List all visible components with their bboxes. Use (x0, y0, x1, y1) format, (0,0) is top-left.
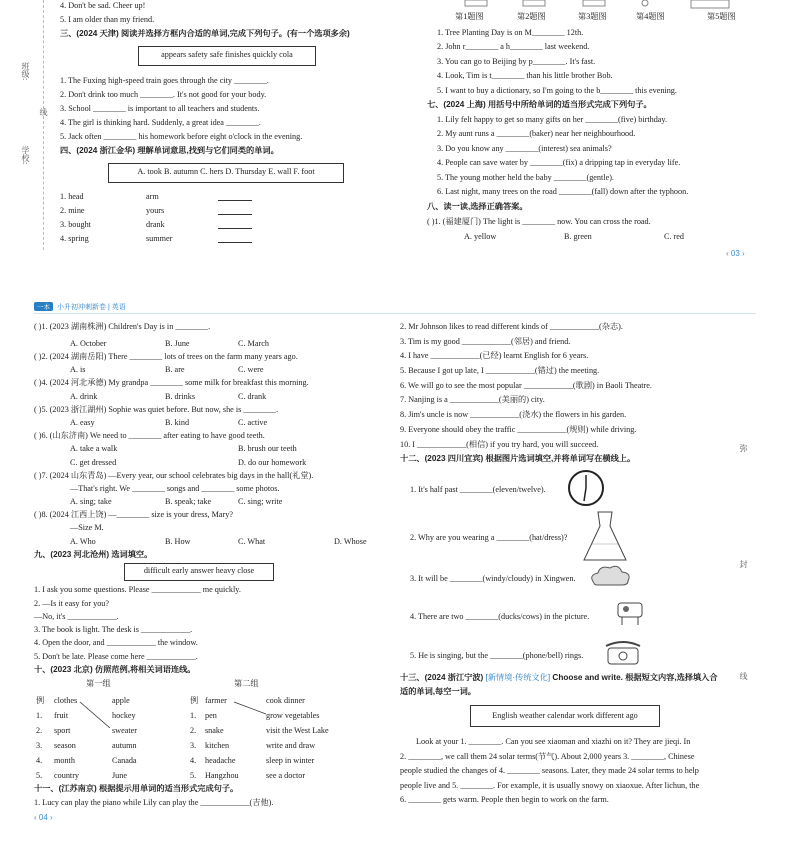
header-rule (34, 313, 756, 314)
match-right[interactable]: hockey (112, 711, 136, 720)
match-left[interactable]: season (54, 741, 76, 750)
question-line: ( )7. (2024 山东青岛) —Every year, our school celebrates big days in the hall(礼堂). (34, 471, 314, 480)
word-box: appears safety safe finishes quickly cola (138, 46, 316, 66)
text-line: 2. Don't drink too much ________. It's not good for your body. (60, 90, 267, 99)
text-line: 1. Lily felt happy to get so many gifts on her ________(five) birthday. (437, 115, 668, 124)
question-line: —That's right. We ________ songs and ________ some photos. (70, 484, 280, 493)
picture-question: 4. There are two ________(ducks/cows) in the picture. (410, 612, 590, 621)
pair-word: 2. mine (60, 206, 85, 215)
match-left[interactable]: headache (205, 756, 236, 765)
option[interactable]: C. March (238, 339, 269, 348)
cloud-icon (588, 565, 632, 587)
option[interactable]: D. Whose (334, 537, 367, 546)
side-label: 封 (739, 560, 748, 568)
heading-title: Choose and write. 根据短文内容,选择填入合 (552, 673, 718, 682)
text-line: 3. Do you know any ________(interest) sea animals? (437, 144, 612, 153)
side-label: 线 (739, 672, 748, 680)
match-num: 3. (36, 741, 43, 750)
option[interactable]: B. drinks (165, 392, 196, 401)
option[interactable]: B. speak; take (165, 497, 212, 506)
page-number-value: 03 (730, 249, 740, 258)
option[interactable]: C. were (238, 365, 264, 374)
pair-word: 1. head (60, 192, 84, 201)
match-num: 例 (36, 696, 45, 705)
heading-prefix: 十三、(2024 浙江宁波) (400, 673, 484, 682)
match-num: 4. (190, 756, 197, 765)
page-number-value: 04 (38, 813, 48, 822)
match-num: 5. (36, 771, 43, 780)
text-line: 3. The book is light. The desk is ____________. (34, 625, 193, 634)
pair-word: yours (146, 206, 165, 215)
section-heading: 十一、(江苏南京) 根据提示用单词的适当形式完成句子。 (34, 784, 239, 793)
text-line: 7. Nanjing is a ____________(美丽的) city. (400, 395, 545, 404)
option-c[interactable]: C. red (664, 232, 685, 241)
answer-blank[interactable] (218, 228, 252, 229)
match-left[interactable]: farmer (205, 696, 227, 705)
text-line: 6. Last night, many trees on the road ________(fall) down after the typhoon. (437, 187, 689, 196)
question-line: ( )1. (福建厦门) The light is ________ now. You can cross the road. (427, 217, 651, 226)
text-line: 5. Jack often ________ his homework before eight o'clock in the evening. (60, 132, 303, 141)
example-match-line (78, 698, 118, 728)
match-right[interactable]: cook dinner (266, 696, 305, 705)
text-line: 4. I have ____________(已经) learnt English for 6 years. (400, 351, 589, 360)
text-line: 10. I ____________(相信) if you try hard, you will succeed. (400, 440, 599, 449)
option[interactable]: C. What (238, 537, 266, 546)
text-line: 5. Because I got up late, I ____________(错过) the meeting. (400, 366, 600, 375)
option[interactable]: D. do our homework (238, 458, 307, 467)
text-line: 8. Jim's uncle is now ____________(浇水) the flowers in his garden. (400, 410, 627, 419)
option[interactable]: B. June (165, 339, 190, 348)
match-left[interactable]: pen (205, 711, 217, 720)
pair-word: 3. bought (60, 220, 91, 229)
text-line: 4. The girl is thinking hard. Suddenly, a great idea ________. (60, 118, 261, 127)
text-line: 1. I ask you some questions. Please ____________ me quickly. (34, 585, 241, 594)
word-box: difficult early answer heavy close (124, 563, 274, 581)
match-left[interactable]: snake (205, 726, 224, 735)
phone-icon (604, 640, 644, 666)
option[interactable]: A. Who (70, 537, 96, 546)
clock-icon (566, 468, 606, 508)
question-line: —Size M. (70, 523, 104, 532)
text-line: 4. People can save water by ________(fix) a dripping tap in everyday life. (437, 158, 681, 167)
text-line: 4. Look, Tim is t________ than his little brother Bob. (437, 71, 613, 80)
page-header (34, 302, 132, 312)
side-label-school: 学校: (21, 146, 30, 165)
question-line: ( )8. (2024 江西上饶) —________ size is your dress, Mary? (34, 510, 233, 519)
picture-caption: 第3题图 (578, 12, 607, 21)
option-a[interactable]: A. yellow (464, 232, 497, 241)
match-num: 4. (36, 756, 43, 765)
text-line: 3. Tim is my good ____________(邻居) and friend. (400, 337, 571, 346)
text-line: 4. Don't be sad. Cheer up! (60, 1, 146, 10)
match-right[interactable]: apple (112, 696, 130, 705)
section-heading: 三、(2024 天津) 阅读并选择方框内合适的单词,完成下列句子。(有一个选项多余) (60, 29, 350, 38)
pair-word: drank (146, 220, 165, 229)
picture-caption: 第2题图 (517, 12, 546, 21)
page-number: ‹ 04 › (34, 813, 53, 822)
word-box: English weather calendar work different ago (470, 705, 660, 727)
option[interactable]: C. get dressed (70, 458, 117, 467)
pair-word: summer (146, 234, 173, 243)
section-heading: 七、(2024 上海) 用括号中所给单词的适当形式完成下列句子。 (427, 100, 652, 109)
picture-caption: 第4题图 (636, 12, 665, 21)
option[interactable]: C. sing; write (238, 497, 283, 506)
text-line: 1. Lucy can play the piano while Lily can play the ____________(吉他). (34, 798, 274, 807)
dress-icon (580, 510, 630, 562)
question-line: ( )1. (2023 湖南株洲) Children's Day is in ________. (34, 322, 211, 331)
option[interactable]: B. kind (165, 418, 190, 427)
text-line: 5. I want to buy a dictionary, so I'm going to the b________ this evening. (437, 86, 677, 95)
match-right[interactable]: sleep in winter (266, 756, 315, 765)
option[interactable]: C. active (238, 418, 268, 427)
picture-question: 2. Why are you wearing a ________(hat/dress)? (410, 533, 568, 542)
text-line: 9. Everyone should obey the traffic ____________(规则) while driving. (400, 425, 637, 434)
text-line: 4. Open the door, and ____________ the window. (34, 638, 198, 647)
text-line: 2. John r________ a h________ last weekend. (437, 42, 590, 51)
paragraph-line: Look at your 1. ________. Can you see xiaoman and xiazhi on it? They are jieqi. In (416, 737, 691, 746)
match-num: 5. (190, 771, 197, 780)
picture-question: 5. He is singing, but the ________(phone/bell) rings. (410, 651, 584, 660)
option[interactable]: B. are (165, 365, 185, 374)
option[interactable]: A. easy (70, 418, 95, 427)
section-heading: 九、(2023 河北沧州) 选词填空。 (34, 550, 153, 559)
picture-caption: 第1题图 (455, 12, 484, 21)
match-left[interactable]: country (54, 771, 80, 780)
question-line: ( )5. (2023 浙江湖州) Sophie was quiet before. But now, she is ________. (34, 405, 279, 414)
paragraph-line: 6. ________ gets warm. People then begin to work on the farm. (400, 795, 609, 804)
picture-caption: 第5题图 (707, 12, 736, 21)
question-line: ( )2. (2024 湖南岳阳) There ________ lots of trees on the farm many years ago. (34, 352, 298, 361)
page-number: ‹ 03 › (726, 249, 745, 258)
match-right[interactable]: June (112, 771, 128, 780)
match-right[interactable]: autumn (112, 741, 137, 750)
answer-blank[interactable] (218, 214, 252, 215)
match-left[interactable]: Hangzhou (205, 771, 239, 780)
picture-question: 1. It's half past ________(eleven/twelve). (410, 485, 546, 494)
section-heading (400, 672, 718, 683)
text-line: 2. My aunt runs a ________(baker) near her neighbourhood. (437, 129, 636, 138)
text-line: 1. Tree Planting Day is on M________ 12th. (437, 28, 584, 37)
section-heading: 八、读一读,选择正确答案。 (427, 202, 528, 211)
side-label-line: 线 (39, 108, 48, 116)
option[interactable]: A. take a walk (70, 444, 118, 453)
heading-tag: [新情境·传统文化] (485, 673, 551, 682)
paragraph-line: people live and 5. ________. For example, it is usually snowy on xiaoxue. After lichun, the (400, 781, 700, 790)
side-label-class: 班级: (21, 62, 30, 81)
match-right[interactable]: sweater (112, 726, 138, 735)
example-match-line (232, 698, 272, 718)
option[interactable]: A. sing; take (70, 497, 112, 506)
option[interactable]: A. drink (70, 392, 98, 401)
question-line: ( )4. (2024 河北承德) My grandpa ________ some milk for breakfast this morning. (34, 378, 309, 387)
match-num: 1. (190, 711, 197, 720)
text-line: 3. You can go to Beijing by p________. It's fast. (437, 57, 596, 66)
paragraph-line: people studied the changes of 4. ________ seasons. Later, they made 24 solar terms to help (400, 766, 699, 775)
section-heading-cont: 适的单词,每空一词。 (400, 687, 476, 696)
paragraph-line: 2. ________, we call them 24 solar terms(节气). About 2,000 years 3. ________, Chinese (400, 752, 695, 761)
question-line: ( )6. (山东济南) We need to ________ after eating to have good teeth. (34, 431, 265, 440)
text-line: 5. I am older than my friend. (60, 15, 155, 24)
text-line: 2. Mr Johnson likes to read different kinds of ____________(杂志). (400, 322, 623, 331)
match-left[interactable]: clothes (54, 696, 78, 705)
text-line: —No, it's ____________. (34, 612, 119, 621)
side-label: 弥 (739, 444, 748, 452)
match-left[interactable]: fruit (54, 711, 69, 720)
match-num: 3. (190, 741, 197, 750)
match-right[interactable]: visit the West Lake (266, 726, 329, 735)
section-heading: 四、(2024 浙江金华) 理解单词意思,找到与它们同类的单词。 (60, 146, 279, 155)
option-box: A. took B. autumn C. hers D. Thursday E. wall F. foot (108, 163, 344, 183)
text-line: 2. —Is it easy for you? (34, 599, 110, 608)
group-title: 第一组 (86, 679, 111, 688)
group-title: 第二组 (234, 679, 259, 688)
pair-word: arm (146, 192, 159, 201)
match-right[interactable]: see a doctor (266, 771, 306, 780)
header-text: 小升初冲刺新卷 | 英语 (57, 304, 126, 311)
match-num: 2. (190, 726, 197, 735)
text-line: 1. The Fuxing high-speed train goes through the city ________. (60, 76, 269, 85)
match-right[interactable]: grow vegetables (266, 711, 320, 720)
text-line: 5. The young mother held the baby ________(gentle). (437, 173, 614, 182)
option[interactable]: B. brush our teeth (238, 444, 297, 453)
text-line: 5. Don't be late. Please come here ____________. (34, 652, 198, 661)
binding-line (43, 0, 44, 250)
match-right[interactable]: Canada (112, 756, 137, 765)
match-num: 1. (36, 711, 43, 720)
option-b[interactable]: B. green (564, 232, 592, 241)
match-left[interactable]: kitchen (205, 741, 230, 750)
text-line: 3. School ________ is important to all teachers and students. (60, 104, 260, 113)
option[interactable]: A. is (70, 365, 86, 374)
section-heading: 十二、(2023 四川宜宾) 根据图片选词填空,并将单词写在横线上。 (400, 454, 636, 463)
answer-blank[interactable] (218, 242, 252, 243)
match-left[interactable]: sport (54, 726, 71, 735)
option[interactable]: B. How (165, 537, 191, 546)
match-num: 例 (190, 696, 199, 705)
section-heading: 十、(2023 北京) 仿照范例,将相关词语连线。 (34, 665, 196, 674)
answer-blank[interactable] (218, 200, 252, 201)
pair-word: 4. spring (60, 234, 89, 243)
text-line: 6. We will go to see the most popular ____________(歌剧) in Baoli Theatre. (400, 381, 652, 390)
option[interactable]: A. October (70, 339, 107, 348)
cow-icon (614, 597, 650, 627)
option[interactable]: C. drank (238, 392, 267, 401)
match-num: 2. (36, 726, 43, 735)
picture-question: 3. It will be ________(windy/cloudy) in Xingwen. (410, 574, 576, 583)
match-right[interactable]: write and draw (266, 741, 316, 750)
brand-tag: 一本 (34, 302, 53, 311)
match-left[interactable]: month (54, 756, 75, 765)
